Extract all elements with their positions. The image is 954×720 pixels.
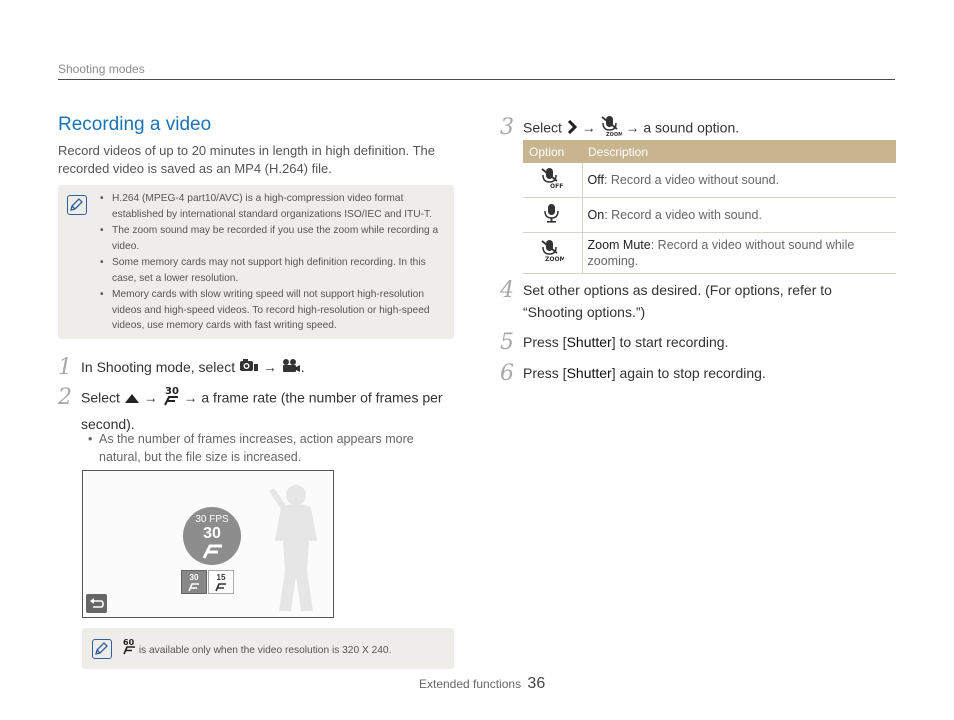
fps-dial [183,507,241,565]
svg-text:ZOOM: ZOOM [545,256,565,263]
up-triangle-icon [124,388,140,410]
note-item: • Memory cards with slow writing speed will not support high-resolution videos and high-speed videos. To record high-resolution or high-speed videos, use memory cards with fast writing speed. [100,287,442,334]
footer [419,675,545,693]
step-1-text: In Shooting mode, select → . [81,356,305,379]
mic-off-icon [540,167,564,189]
table-cell-icon [523,233,582,274]
step-number: 6 [500,361,514,386]
table-row [523,198,896,233]
sound-options-table [523,140,896,274]
step-4-text: Set other options as desired. (For options, refer to “Shooting options.”) [523,282,832,320]
table-cell-icon [523,198,582,233]
fps-value: 30 [203,525,221,542]
step-number: 2 [58,385,72,410]
video-mode-icon [281,357,301,379]
step-3-text: Select → ZOOM → a sound option. [523,115,739,143]
table-row [523,163,896,198]
note-box-2 [82,628,454,669]
mic-on-icon [540,202,564,224]
header-divider [58,79,895,80]
table-header-row [523,140,896,163]
page-title: Recording a video [58,114,212,135]
table-header-description: Description [582,140,896,163]
note-item: • H.264 (MPEG-4 part10/AVC) is a high-compression video format established by international standard organizations ISO/IEC and ITU-T. [100,191,442,222]
footer-label: Extended functions [419,677,522,691]
page-number: 36 [527,675,546,692]
step-number: 3 [500,115,514,140]
svg-text:60: 60 [123,638,135,647]
svg-text:OFF: OFF [550,183,564,189]
shutter-key: Shutter [566,334,612,350]
chevron-right-icon [566,118,578,140]
svg-text:ZOOM: ZOOM [605,132,622,137]
fps-label: 30 FPS [195,514,229,525]
step-number: 1 [58,355,72,380]
table-cell-description: On: Record a video with sound. [582,198,896,233]
back-button[interactable] [86,594,107,613]
step-number: 4 [500,278,514,303]
step-5-text: Press [Shutter] to start recording. [523,334,729,350]
fps-option-glyph-icon [209,582,233,592]
step-6-text: Press [Shutter] again to stop recording. [523,365,766,381]
table-header-option: Option [523,140,582,163]
frame-rate-60-icon [122,637,136,658]
fps-option-30[interactable]: 30 [181,570,207,594]
step-number: 5 [500,330,514,355]
back-arrow-icon [86,594,107,613]
camera-screen-preview [82,470,334,618]
table-cell-description: Off: Record a video without sound. [582,163,896,198]
camera-mode-icon [239,357,259,379]
table-cell-icon [523,163,582,198]
step-2-text: Select → 30 → a frame rate (the number of frames per second). [81,386,443,432]
note-item: • The zoom sound may be recorded if you use the zoom while recording a video. [100,223,442,254]
intro-paragraph: Record videos of up to 20 minutes in length in high definition. The recorded video is saved as an MP4 (H.264) file. [58,143,435,176]
section-label: Shooting modes [58,62,145,76]
note-icon [92,639,112,659]
note-list [100,191,442,335]
fps-glyph-icon [202,543,224,559]
zoom-mute-icon [540,239,564,263]
frame-rate-icon [162,385,180,413]
shutter-key: Shutter [566,365,612,381]
fps-option-15[interactable]: 15 [208,570,234,594]
person-silhouette [261,481,331,616]
note-item: • Some memory cards may not support high definition recording. In this case, set a lower resolution. [100,255,442,286]
zoom-mute-icon [600,115,622,143]
table-cell-description: Zoom Mute: Record a video without sound while zooming. [582,233,896,274]
note-box [58,185,454,339]
note-2-text: 60 is available only when the video resolution is 320 X 240. [123,638,392,657]
step-2-bullet: • As the number of frames increases, action appears more natural, but the file size is increased. [88,432,414,464]
table-row [523,233,896,274]
fps-option-glyph-icon [182,582,206,592]
svg-text:30: 30 [164,386,179,397]
note-icon [67,195,87,215]
